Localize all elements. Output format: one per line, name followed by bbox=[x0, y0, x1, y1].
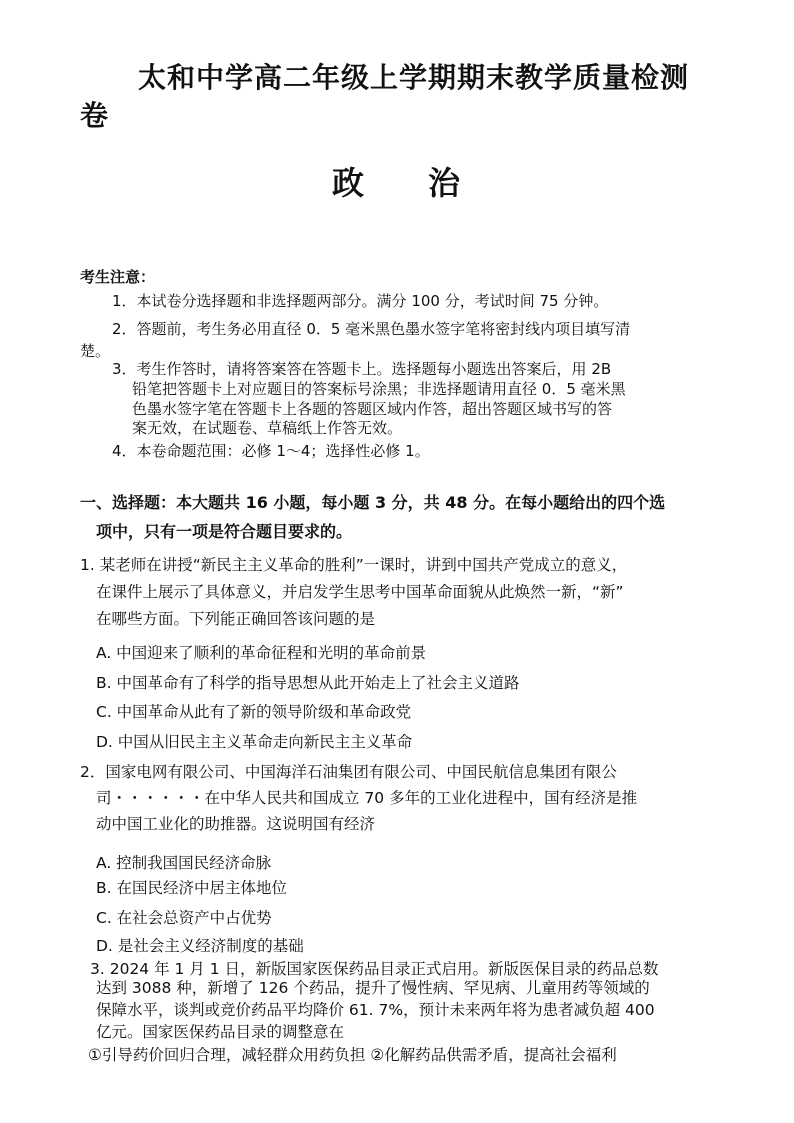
notice-item-3-line3: 色墨水签字笔在答题卡上各题的答题区域内作答，超出答题区域书写的答 bbox=[132, 400, 613, 418]
q3-stem-line4: 亿元。国家医保药品目录的调整意在 bbox=[96, 1023, 345, 1041]
q1-stem-line3: 在哪些方面。下列能正确回答该问题的是 bbox=[96, 610, 376, 628]
notice-item-1: 1．本试卷分选择题和非选择题两部分。满分 100 分，考试时间 75 分钟。 bbox=[112, 292, 609, 310]
section-heading-line1: 一、选择题：本大题共 16 小题，每小题 3 分，共 48 分。在每小题给出的四个选 bbox=[80, 493, 666, 512]
q3-statements-line1: ①引导药价回归合理，减轻群众用药负担 ②化解药品供需矛盾，提高社会福利 bbox=[88, 1046, 617, 1064]
notice-item-2-line1: 2．答题前，考生务必用直径 0．5 毫米黑色墨水签字笔将密封线内项目填写清 bbox=[112, 320, 631, 338]
q1-stem-line1: 1. 某老师在讲授“新民主主义革命的胜利”一课时，讲到中国共产党成立的意义， bbox=[80, 556, 628, 574]
q1-option-c: C. 中国革命从此有了新的领导阶级和革命政党 bbox=[96, 703, 412, 721]
notice-item-3-line1: 3．考生作答时，请将答案答在答题卡上。选择题每小题选出答案后，用 2B bbox=[112, 360, 612, 378]
exam-title-line1: 太和中学高二年级上学期期末教学质量检测 bbox=[138, 61, 690, 94]
q1-stem-line2: 在课件上展示了具体意义，并启发学生思考中国革命面貌从此焕然一新，“新” bbox=[96, 583, 624, 601]
q2-option-b: B. 在国民经济中居主体地位 bbox=[96, 879, 287, 897]
q2-option-d: D. 是社会主义经济制度的基础 bbox=[96, 937, 304, 955]
section-heading-line2: 项中，只有一项是符合题目要求的。 bbox=[96, 522, 353, 541]
notice-item-2-line2: 楚。 bbox=[80, 342, 111, 360]
q2-stem-line3: 动中国工业化的助推器。这说明国有经济 bbox=[96, 815, 376, 833]
q2-option-c: C. 在社会总资产中占优势 bbox=[96, 909, 272, 927]
q3-stem-line2: 达到 3088 种，新增了 126 个药品，提升了慢性病、罕见病、儿童用药等领域的 bbox=[96, 979, 650, 997]
exam-title-line2: 卷 bbox=[80, 99, 109, 132]
q3-stem-line3: 保障水平，谈判或竞价药品平均降价 61. 7%，预计未来两年将为患者减负超 400 bbox=[96, 1001, 655, 1019]
q1-option-d: D. 中国从旧民主主义革命走向新民主主义革命 bbox=[96, 733, 413, 751]
q2-stem-line2: 司・・・・・・在中华人民共和国成立 70 多年的工业化进程中，国有经济是推 bbox=[96, 789, 638, 807]
subject-title bbox=[332, 158, 460, 204]
q1-option-a: A. 中国迎来了顺利的革命征程和光明的革命前景 bbox=[96, 644, 427, 662]
notice-item-3-line2: 铅笔把答题卡上对应题目的答案标号涂黑；非选择题请用直径 0．5 毫米黑 bbox=[132, 380, 626, 398]
subject-char-2: 治 bbox=[428, 164, 461, 202]
notice-item-3-line4: 案无效，在试题卷、草稿纸上作答无效。 bbox=[132, 419, 403, 437]
subject-char-1: 政 bbox=[332, 164, 365, 202]
q2-option-a: A. 控制我国国民经济命脉 bbox=[96, 854, 272, 872]
q1-option-b: B. 中国革命有了科学的指导思想从此开始走上了社会主义道路 bbox=[96, 674, 520, 692]
notice-heading: 考生注意： bbox=[80, 268, 156, 286]
q3-stem-line1: 3. 2024 年 1 月 1 日，新版国家医保药品目录正式启用。新版医保目录的药品总数 bbox=[90, 960, 659, 978]
q2-stem-line1: 2．国家电网有限公司、中国海洋石油集团有限公司、中国民航信息集团有限公 bbox=[80, 763, 617, 781]
notice-item-4: 4．本卷命题范围：必修 1～4；选择性必修 1。 bbox=[112, 442, 430, 460]
